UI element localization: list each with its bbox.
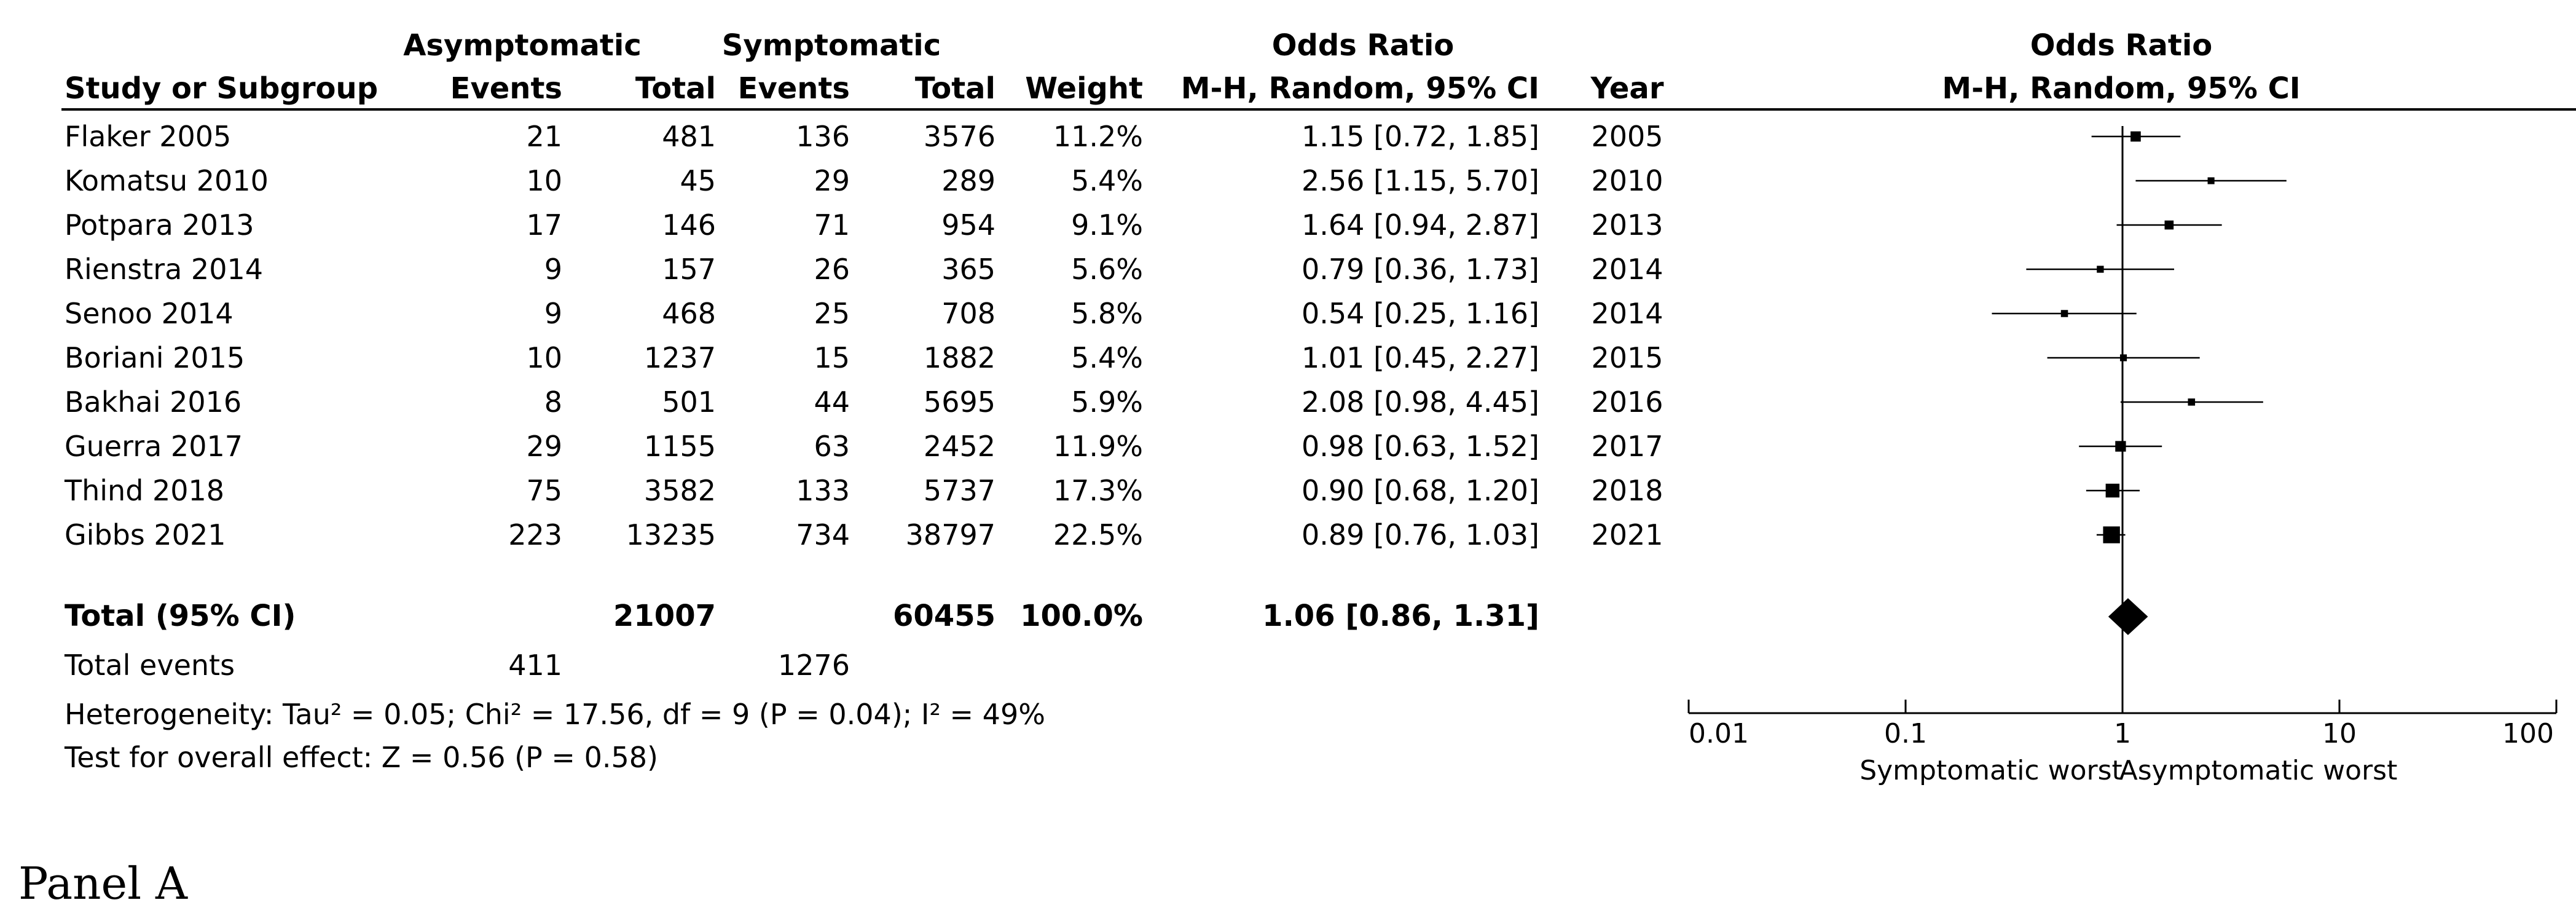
heterogeneity-stats: Heterogeneity: Tau² = 0.05; Chi² = 17.56, df = 9 (P = 0.04); I² = 49% (65, 698, 1045, 731)
group-a-total: 501 (662, 385, 716, 419)
group-a-total: 3582 (643, 474, 716, 507)
study-weight: 11.9% (1053, 430, 1143, 463)
study-weight: 9.1% (1071, 208, 1143, 242)
study-name: Gibbs 2021 (65, 518, 226, 551)
group-b-total: 5695 (923, 385, 995, 419)
point-estimate (2165, 221, 2174, 230)
group-b-total: 5737 (923, 474, 995, 507)
study-column-header: Study or Subgroup (65, 71, 379, 106)
x-tick-label: 0.1 (1884, 718, 1927, 749)
study-name: Boriani 2015 (65, 341, 245, 374)
group-a-events: 223 (508, 518, 562, 551)
study-name: Guerra 2017 (65, 430, 243, 463)
study-name: Rienstra 2014 (65, 253, 263, 286)
group-b-total: 954 (941, 208, 995, 242)
study-effect: 2.08 [0.98, 4.45] (1301, 385, 1539, 419)
point-estimate (2097, 266, 2103, 272)
study-year: 2014 (1591, 297, 1663, 330)
group-b-total: 38797 (905, 518, 995, 551)
study-name: Thind 2018 (65, 474, 225, 507)
study-year: 2017 (1591, 430, 1663, 463)
group-a-total: 1237 (643, 341, 716, 374)
study-weight: 22.5% (1053, 518, 1143, 551)
group-a-events: 29 (526, 430, 562, 463)
group-a-events: 9 (544, 253, 562, 286)
study-effect: 0.79 [0.36, 1.73] (1301, 253, 1539, 286)
study-year: 2014 (1591, 253, 1663, 286)
group-a-events: 8 (544, 385, 562, 419)
study-effect: 1.15 [0.72, 1.85] (1301, 120, 1539, 153)
total-events-label: Total events (65, 649, 235, 682)
total-group-a-total: 21007 (613, 599, 716, 633)
point-estimate (2115, 441, 2126, 451)
study-effect: 2.56 [1.15, 5.70] (1301, 164, 1539, 197)
study-weight: 5.4% (1071, 341, 1143, 374)
group-b-total: 289 (941, 164, 995, 197)
effect-column-title: Odds Ratio (1271, 28, 1455, 63)
point-estimate (2208, 177, 2215, 184)
study-weight: 5.8% (1071, 297, 1143, 330)
study-year: 2013 (1591, 208, 1663, 242)
plot-subtitle: M-H, Random, 95% CI (1942, 71, 2301, 106)
group-a-events: 10 (526, 164, 562, 197)
point-estimate (2130, 132, 2141, 142)
group-b-events: 25 (814, 297, 850, 330)
group-b-events: 26 (814, 253, 850, 286)
group-a-total: 45 (680, 164, 716, 197)
group-a-events-header: Events (450, 71, 562, 106)
panel-label: Panel A (18, 858, 188, 909)
group-a-events: 75 (526, 474, 562, 507)
weight-header: Weight (1025, 71, 1143, 106)
group-a-total: 468 (662, 297, 716, 330)
group-b-total-header: Total (914, 71, 995, 106)
total-events-group-b: 1276 (777, 649, 850, 682)
study-weight: 5.4% (1071, 164, 1143, 197)
group-b-events: 63 (814, 430, 850, 463)
total-effect: 1.06 [0.86, 1.31] (1262, 599, 1539, 633)
group-a-total: 146 (662, 208, 716, 242)
year-header: Year (1590, 71, 1664, 106)
group-a-total: 13235 (626, 518, 716, 551)
total-events-group-a: 411 (508, 649, 562, 682)
group-b-events: 136 (796, 120, 850, 153)
x-tick-label: 100 (2502, 718, 2554, 749)
group-b-total: 3576 (923, 120, 995, 153)
total-weight: 100.0% (1020, 599, 1143, 633)
study-weight: 11.2% (1053, 120, 1143, 153)
point-estimate (2120, 354, 2127, 361)
group-b-total: 708 (941, 297, 995, 330)
x-tick-label: 10 (2322, 718, 2357, 749)
total-group-b-total: 60455 (893, 599, 995, 633)
study-year: 2005 (1591, 120, 1663, 153)
x-tick-label: 1 (2114, 718, 2131, 749)
study-weight: 5.9% (1071, 385, 1143, 419)
group-a-events: 9 (544, 297, 562, 330)
study-effect: 0.98 [0.63, 1.52] (1301, 430, 1539, 463)
study-year: 2015 (1591, 341, 1663, 374)
point-estimate (2061, 310, 2068, 317)
group-a-events: 17 (526, 208, 562, 242)
study-effect: 0.54 [0.25, 1.16] (1301, 297, 1539, 330)
study-year: 2010 (1591, 164, 1663, 197)
study-effect: 0.89 [0.76, 1.03] (1301, 518, 1539, 551)
point-estimate (2106, 484, 2119, 497)
study-name: Senoo 2014 (65, 297, 234, 330)
x-tick-label: 0.01 (1689, 718, 1749, 749)
group-a-events: 21 (526, 120, 562, 153)
study-year: 2021 (1591, 518, 1663, 551)
effect-column-subtitle: M-H, Random, 95% CI (1180, 71, 1539, 106)
study-effect: 0.90 [0.68, 1.20] (1301, 474, 1539, 507)
overall-effect-test: Test for overall effect: Z = 0.56 (P = 0.58) (65, 741, 658, 774)
axis-label-left: Symptomatic worst (1859, 755, 2122, 786)
study-weight: 5.6% (1071, 253, 1143, 286)
group-b-total: 365 (941, 253, 995, 286)
group-a-total: 1155 (643, 430, 716, 463)
group-b-events: 29 (814, 164, 850, 197)
study-year: 2018 (1591, 474, 1663, 507)
group-a-header: Asymptomatic (403, 28, 642, 63)
group-a-total: 157 (662, 253, 716, 286)
study-name: Potpara 2013 (65, 208, 254, 242)
study-weight: 17.3% (1053, 474, 1143, 507)
point-estimate (2188, 398, 2195, 406)
group-a-events: 10 (526, 341, 562, 374)
group-a-total-header: Total (635, 71, 716, 106)
study-name: Komatsu 2010 (65, 164, 269, 197)
group-b-total: 2452 (923, 430, 995, 463)
study-name: Flaker 2005 (65, 120, 232, 153)
group-b-header: Symptomatic (721, 28, 941, 63)
study-effect: 1.64 [0.94, 2.87] (1301, 208, 1539, 242)
total-label: Total (95% CI) (65, 599, 296, 633)
study-effect: 1.01 [0.45, 2.27] (1301, 341, 1539, 374)
group-b-events: 44 (814, 385, 850, 419)
group-b-events: 71 (814, 208, 850, 242)
point-estimate (2103, 526, 2119, 543)
group-b-events: 15 (814, 341, 850, 374)
axis-label-right: Asymptomatic worst (2119, 755, 2398, 786)
study-name: Bakhai 2016 (65, 385, 242, 419)
group-b-events: 133 (796, 474, 850, 507)
group-b-events-header: Events (737, 71, 850, 106)
group-b-total: 1882 (923, 341, 995, 374)
group-a-total: 481 (662, 120, 716, 153)
study-year: 2016 (1591, 385, 1663, 419)
group-b-events: 734 (796, 518, 850, 551)
plot-title: Odds Ratio (2030, 28, 2213, 63)
